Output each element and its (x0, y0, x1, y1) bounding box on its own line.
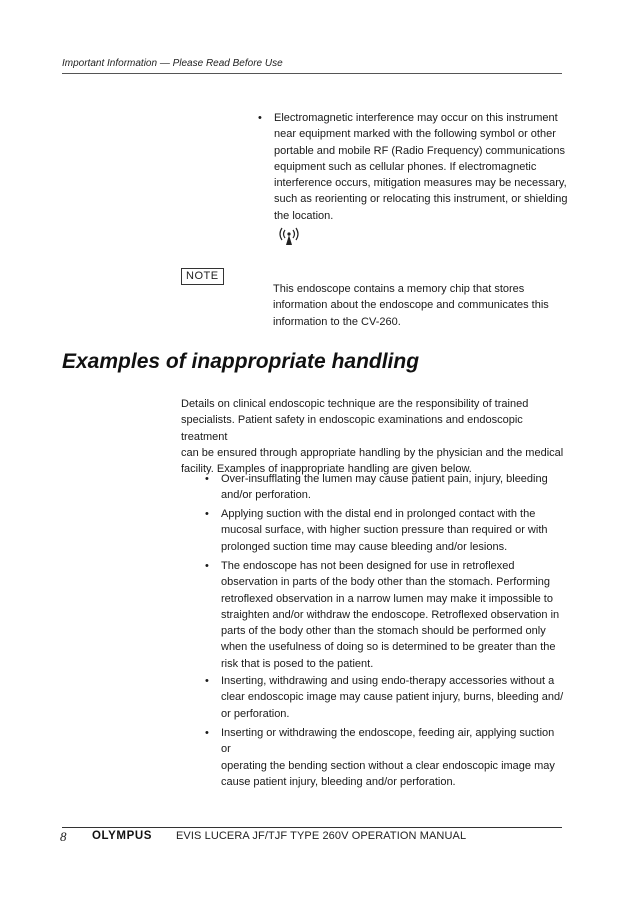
text-line: near equipment marked with the following symbol or other (274, 128, 556, 141)
bullet-text (221, 471, 548, 504)
header-rule (62, 73, 562, 74)
text-line: information to the CV-260. (273, 315, 401, 328)
footer-rule (62, 827, 562, 828)
emi-bullet-text (274, 110, 567, 224)
text-line: straighten and/or withdraw the endoscope. Retroflexed observation in (221, 608, 560, 621)
text-line: mucosal surface, with higher suction pressure than required or with (221, 524, 548, 537)
text-line: portable and mobile RF (Radio Frequency) communications (274, 144, 566, 157)
bullet-marker: • (205, 473, 209, 485)
text-line: Over-insufflating the lumen may cause patient pain, injury, bleeding (221, 473, 548, 485)
non-ionizing-radiation-icon (276, 226, 302, 246)
text-line: such as reorienting or relocating this instrument, or shielding (274, 193, 568, 206)
bullet-text (221, 725, 565, 790)
bullet-marker: • (258, 112, 262, 124)
text-line: clear endoscopic image may cause patient injury, burns, bleeding and/ (221, 691, 564, 704)
text-line: can be ensured through appropriate handling by the physician and the medical (181, 446, 564, 459)
text-line: Inserting, withdrawing and using endo-therapy accessories without a (221, 675, 555, 687)
bullet-text (221, 558, 559, 672)
text-line: when the usefulness of doing so is determined to be greater than the (221, 641, 556, 654)
bullet-marker: • (205, 560, 209, 572)
manual-title: EVIS LUCERA JF/TJF TYPE 260V OPERATION MANUAL (176, 830, 467, 842)
text-line: or perforation. (221, 707, 290, 720)
note-badge: NOTE (181, 268, 224, 285)
bullet-marker: • (205, 508, 209, 520)
text-line: specialists. Patient safety in endoscopic examinations and endoscopic treatment (181, 414, 523, 443)
text-line: Electromagnetic interference may occur on this instrument (274, 112, 558, 124)
intro-paragraph (181, 396, 566, 477)
running-header: Important Information — Please Read Before Use (62, 58, 283, 69)
text-line: observation in parts of the body other than the stomach. Performing (221, 576, 550, 589)
bullet-marker: • (205, 727, 209, 739)
text-line: parts of the body other than the stomach should be performed only (221, 625, 546, 638)
text-line: Details on clinical endoscopic technique are the responsibility of trained (181, 398, 529, 410)
bullet-text (221, 673, 563, 722)
text-line: interference occurs, mitigation measures may be necessary, (274, 177, 567, 190)
text-line: The endoscope has not been designed for use in retroflexed (221, 560, 515, 572)
brand-logo: OLYMPUS (92, 830, 153, 842)
text-line: and/or perforation. (221, 489, 311, 502)
text-line: This endoscope contains a memory chip that stores (273, 283, 525, 295)
text-line: equipment such as cellular phones. If electromagnetic (274, 160, 537, 173)
bullet-text (221, 506, 548, 555)
section-title: Examples of inappropriate handling (62, 350, 420, 373)
text-line: risk that is posed to the patient. (221, 657, 374, 670)
text-line: information about the endoscope and communicates this (273, 299, 549, 312)
text-line: the location. (274, 209, 334, 222)
text-line: prolonged suction time may cause bleeding and/or lesions. (221, 540, 508, 553)
text-line: Inserting or withdrawing the endoscope, feeding air, applying suction or (221, 727, 555, 756)
bullet-marker: • (205, 675, 209, 687)
text-line: cause patient injury, bleeding and/or perforation. (221, 775, 456, 788)
text-line: Applying suction with the distal end in prolonged contact with the (221, 508, 536, 520)
page-number: 8 (60, 829, 67, 844)
note-text (273, 281, 563, 330)
text-line: retroflexed observation in a narrow lumen may make it impossible to (221, 592, 553, 605)
text-line: facility. Examples of inappropriate handling are given below. (181, 463, 472, 476)
text-line: operating the bending section without a clear endoscopic image may (221, 759, 555, 772)
